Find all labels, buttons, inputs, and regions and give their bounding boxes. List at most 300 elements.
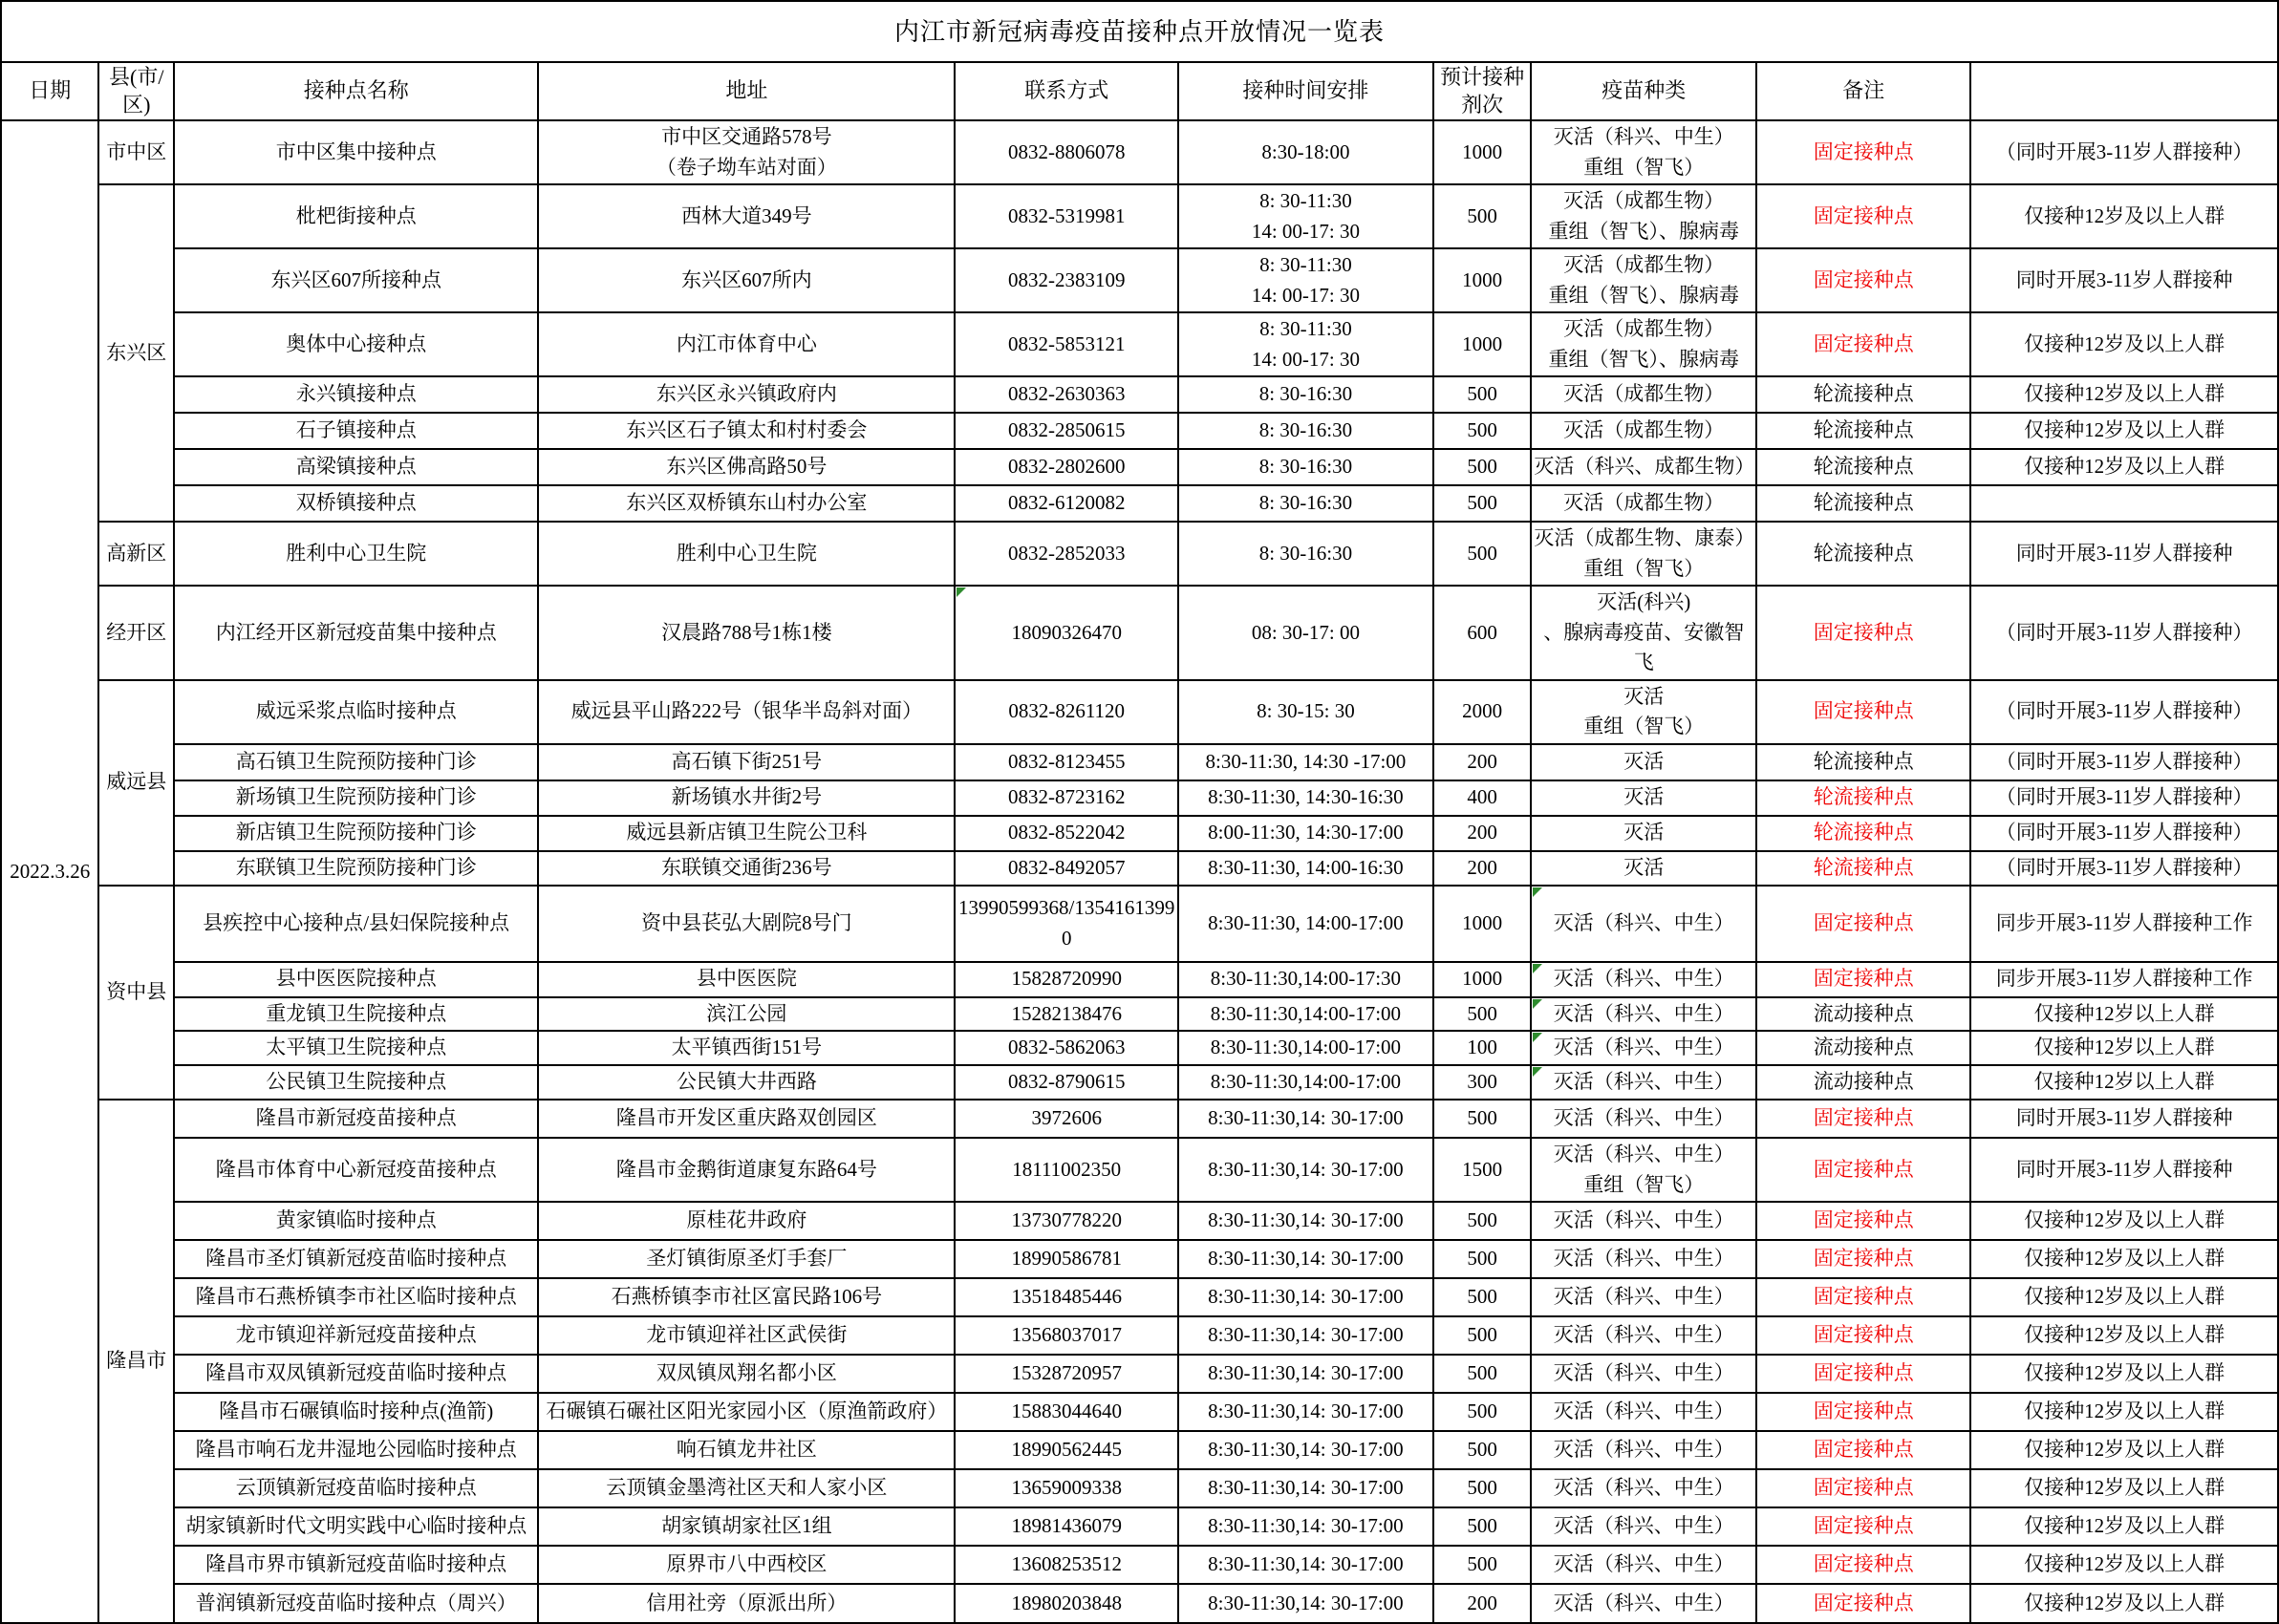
- note-cell: 仅接种12岁及以上人群: [1970, 184, 2278, 248]
- address-cell: 圣灯镇街原圣灯手套厂: [538, 1240, 955, 1278]
- note-cell: 仅接种12岁以上人群: [1970, 1065, 2278, 1100]
- time-cell: 8:30-11:30,14:00-17:00: [1178, 1065, 1433, 1100]
- vaccine-cell: 灭活（科兴、成都生物）: [1531, 449, 1756, 485]
- site-name-cell: 县疾控中心接种点/县妇保院接种点: [174, 886, 538, 962]
- phone-cell: 0832-8123455: [955, 744, 1178, 780]
- table-row: [1, 1065, 2278, 1100]
- doses-cell: 500: [1433, 997, 1531, 1032]
- vaccine-cell: 灭活（科兴、中生）: [1531, 1507, 1756, 1546]
- site-name-cell: 奥体中心接种点: [174, 312, 538, 376]
- remark-cell: 流动接种点: [1756, 997, 1970, 1032]
- table-row: [1, 851, 2278, 886]
- time-cell: 8: 30-16:30: [1178, 485, 1433, 522]
- header-address: 地址: [538, 62, 955, 120]
- doses-cell: 500: [1433, 413, 1531, 449]
- site-name-cell: 高梁镇接种点: [174, 449, 538, 485]
- doses-cell: 500: [1433, 1316, 1531, 1355]
- doses-cell: 500: [1433, 184, 1531, 248]
- vaccine-cell: 灭活: [1531, 851, 1756, 886]
- time-cell: 8:30-11:30, 14:30-16:30: [1178, 780, 1433, 816]
- note-cell: （同时开展3-11岁人群接种）: [1970, 816, 2278, 851]
- doses-cell: 500: [1433, 1100, 1531, 1138]
- doses-cell: 100: [1433, 1031, 1531, 1065]
- vaccine-cell: 灭活（科兴、中生）: [1531, 997, 1756, 1032]
- address-cell: 新场镇水井街2号: [538, 780, 955, 816]
- note-cell: 仅接种12岁及以上人群: [1970, 449, 2278, 485]
- time-cell: 8:30-11:30,14: 30-17:00: [1178, 1507, 1433, 1546]
- doses-cell: 500: [1433, 1202, 1531, 1240]
- phone-cell: 0832-2850615: [955, 413, 1178, 449]
- address-cell: 信用社旁（原派出所）: [538, 1584, 955, 1623]
- phone-cell: 0832-2802600: [955, 449, 1178, 485]
- time-cell: 8: 30-11:30 14: 00-17: 30: [1178, 312, 1433, 376]
- time-cell: 8:30-11:30, 14:30 -17:00: [1178, 744, 1433, 780]
- note-cell: （同时开展3-11岁人群接种）: [1970, 680, 2278, 744]
- remark-cell: 轮流接种点: [1756, 413, 1970, 449]
- site-name-cell: 新店镇卫生院预防接种门诊: [174, 816, 538, 851]
- doses-cell: 1000: [1433, 962, 1531, 997]
- vaccine-cell: 灭活（科兴、中生）: [1531, 1469, 1756, 1507]
- time-cell: 8:30-11:30,14: 30-17:00: [1178, 1100, 1433, 1138]
- address-cell: 云顶镇金墨湾社区天和人家小区: [538, 1469, 955, 1507]
- time-cell: 8: 30-15: 30: [1178, 680, 1433, 744]
- doses-cell: 300: [1433, 1065, 1531, 1100]
- remark-cell: 固定接种点: [1756, 1431, 1970, 1469]
- doses-cell: 200: [1433, 744, 1531, 780]
- table-row: [1, 449, 2278, 485]
- phone-cell: 18090326470: [955, 586, 1178, 680]
- table-row: [1, 1507, 2278, 1546]
- remark-cell: 固定接种点: [1756, 1240, 1970, 1278]
- remark-cell: 流动接种点: [1756, 1065, 1970, 1100]
- address-cell: 龙市镇迎祥社区武侯街: [538, 1316, 955, 1355]
- header-site-name: 接种点名称: [174, 62, 538, 120]
- address-cell: 东兴区佛高路50号: [538, 449, 955, 485]
- note-cell: 仅接种12岁及以上人群: [1970, 1202, 2278, 1240]
- time-cell: 8:30-11:30,14: 30-17:00: [1178, 1316, 1433, 1355]
- district-cell: 威远县: [98, 680, 174, 886]
- address-cell: 石燕桥镇李市社区富民路106号: [538, 1278, 955, 1316]
- phone-cell: 0832-2630363: [955, 376, 1178, 413]
- remark-cell: 轮流接种点: [1756, 744, 1970, 780]
- address-cell: 东兴区607所内: [538, 248, 955, 312]
- doses-cell: 500: [1433, 1469, 1531, 1507]
- note-cell: 仅接种12岁及以上人群: [1970, 1278, 2278, 1316]
- vaccine-cell: 灭活（科兴、中生）: [1531, 1355, 1756, 1393]
- note-cell: 仅接种12岁及以上人群: [1970, 1240, 2278, 1278]
- doses-cell: 1000: [1433, 120, 1531, 184]
- table-row: [1, 886, 2278, 962]
- vaccine-cell: 灭活（成都生物）: [1531, 485, 1756, 522]
- phone-cell: 0832-5862063: [955, 1031, 1178, 1065]
- time-cell: 8:30-18:00: [1178, 120, 1433, 184]
- header-remark: 备注: [1756, 62, 1970, 120]
- header-date: 日期: [1, 62, 98, 120]
- phone-cell: 15328720957: [955, 1355, 1178, 1393]
- phone-cell: 0832-2383109: [955, 248, 1178, 312]
- district-cell: 高新区: [98, 522, 174, 586]
- doses-cell: 2000: [1433, 680, 1531, 744]
- phone-cell: 13518485446: [955, 1278, 1178, 1316]
- site-name-cell: 隆昌市响石龙井湿地公园临时接种点: [174, 1431, 538, 1469]
- site-name-cell: 内江经开区新冠疫苗集中接种点: [174, 586, 538, 680]
- time-cell: 8:30-11:30,14: 30-17:00: [1178, 1138, 1433, 1202]
- doses-cell: 500: [1433, 1240, 1531, 1278]
- remark-cell: 轮流接种点: [1756, 816, 1970, 851]
- doses-cell: 500: [1433, 1278, 1531, 1316]
- address-cell: 东联镇交通街236号: [538, 851, 955, 886]
- vaccine-cell: 灭活（科兴、中生）: [1531, 1584, 1756, 1623]
- phone-cell: 0832-6120082: [955, 485, 1178, 522]
- note-cell: （同时开展3-11岁人群接种）: [1970, 851, 2278, 886]
- table-row: [1, 184, 2278, 248]
- table-row: [1, 413, 2278, 449]
- district-cell: 市中区: [98, 120, 174, 184]
- address-cell: 高石镇下街251号: [538, 744, 955, 780]
- doses-cell: 500: [1433, 1393, 1531, 1431]
- site-name-cell: 东兴区607所接种点: [174, 248, 538, 312]
- green-corner-marker: [957, 588, 966, 597]
- doses-cell: 200: [1433, 851, 1531, 886]
- phone-cell: 18980203848: [955, 1584, 1178, 1623]
- phone-cell: 13608253512: [955, 1546, 1178, 1584]
- note-cell: 仅接种12岁以上人群: [1970, 1031, 2278, 1065]
- note-cell: 同时开展3-11岁人群接种: [1970, 522, 2278, 586]
- site-name-cell: 威远采浆点临时接种点: [174, 680, 538, 744]
- phone-cell: 18990562445: [955, 1431, 1178, 1469]
- note-cell: 仅接种12岁及以上人群: [1970, 1507, 2278, 1546]
- vaccine-cell: 灭活（科兴、中生）: [1531, 1316, 1756, 1355]
- remark-cell: 固定接种点: [1756, 1355, 1970, 1393]
- note-cell: 同步开展3-11岁人群接种工作: [1970, 886, 2278, 962]
- table-row: [1, 312, 2278, 376]
- note-cell: [1970, 485, 2278, 522]
- district-cell: 东兴区: [98, 184, 174, 522]
- time-cell: 8: 30-11:30 14: 00-17: 30: [1178, 248, 1433, 312]
- doses-cell: 200: [1433, 1584, 1531, 1623]
- table-row: [1, 586, 2278, 680]
- time-cell: 8:30-11:30,14:00-17:30: [1178, 962, 1433, 997]
- remark-cell: 固定接种点: [1756, 886, 1970, 962]
- time-cell: 8:30-11:30,14: 30-17:00: [1178, 1278, 1433, 1316]
- address-cell: 东兴区永兴镇政府内: [538, 376, 955, 413]
- doses-cell: 500: [1433, 1507, 1531, 1546]
- time-cell: 8:30-11:30,14: 30-17:00: [1178, 1240, 1433, 1278]
- phone-cell: 13990599368/13541613990: [955, 886, 1178, 962]
- table-row: [1, 1546, 2278, 1584]
- table-row: [1, 1202, 2278, 1240]
- note-cell: 仅接种12岁及以上人群: [1970, 1431, 2278, 1469]
- phone-cell: 18990586781: [955, 1240, 1178, 1278]
- table-row: [1, 962, 2278, 997]
- remark-cell: 固定接种点: [1756, 962, 1970, 997]
- address-cell: 汉晨路788号1栋1楼: [538, 586, 955, 680]
- time-cell: 8:30-11:30, 14:00-16:30: [1178, 851, 1433, 886]
- time-cell: 8:30-11:30, 14:00-17:00: [1178, 886, 1433, 962]
- note-cell: （同时开展3-11岁人群接种）: [1970, 780, 2278, 816]
- note-cell: 仅接种12岁及以上人群: [1970, 1469, 2278, 1507]
- remark-cell: 固定接种点: [1756, 184, 1970, 248]
- header-note: [1970, 62, 2278, 120]
- phone-cell: 18111002350: [955, 1138, 1178, 1202]
- address-cell: 双凤镇凤翔名都小区: [538, 1355, 955, 1393]
- site-name-cell: 枇杷街接种点: [174, 184, 538, 248]
- vaccine-cell: 灭活(科兴) 、腺病毒疫苗、安徽智飞: [1531, 586, 1756, 680]
- time-cell: 8:30-11:30,14: 30-17:00: [1178, 1431, 1433, 1469]
- remark-cell: 固定接种点: [1756, 1202, 1970, 1240]
- doses-cell: 500: [1433, 1546, 1531, 1584]
- phone-cell: 3972606: [955, 1100, 1178, 1138]
- site-name-cell: 隆昌市石燕桥镇李市社区临时接种点: [174, 1278, 538, 1316]
- note-cell: 同时开展3-11岁人群接种: [1970, 1100, 2278, 1138]
- table-row: [1, 680, 2278, 744]
- site-name-cell: 重龙镇卫生院接种点: [174, 997, 538, 1032]
- address-cell: 原界市八中西校区: [538, 1546, 955, 1584]
- green-corner-marker: [1533, 1033, 1542, 1042]
- address-cell: 公民镇大井西路: [538, 1065, 955, 1100]
- table-row: [1, 1431, 2278, 1469]
- time-cell: 8:30-11:30,14: 30-17:00: [1178, 1546, 1433, 1584]
- table-row: [1, 376, 2278, 413]
- time-cell: 8: 30-16:30: [1178, 413, 1433, 449]
- vaccine-cell: 灭活: [1531, 744, 1756, 780]
- site-name-cell: 隆昌市石碾镇临时接种点(渔箭): [174, 1393, 538, 1431]
- phone-cell: 15883044640: [955, 1393, 1178, 1431]
- vaccine-cell: 灭活（科兴、中生）: [1531, 1100, 1756, 1138]
- address-cell: 滨江公园: [538, 997, 955, 1032]
- green-corner-marker: [1533, 964, 1542, 973]
- time-cell: 8:30-11:30,14: 30-17:00: [1178, 1469, 1433, 1507]
- time-cell: 8:30-11:30,14:00-17:00: [1178, 997, 1433, 1032]
- remark-cell: 轮流接种点: [1756, 485, 1970, 522]
- site-name-cell: 新场镇卫生院预防接种门诊: [174, 780, 538, 816]
- site-name-cell: 黄家镇临时接种点: [174, 1202, 538, 1240]
- site-name-cell: 永兴镇接种点: [174, 376, 538, 413]
- remark-cell: 固定接种点: [1756, 1546, 1970, 1584]
- remark-cell: 固定接种点: [1756, 680, 1970, 744]
- phone-cell: 0832-8492057: [955, 851, 1178, 886]
- phone-cell: 13659009338: [955, 1469, 1178, 1507]
- phone-cell: 0832-8723162: [955, 780, 1178, 816]
- doses-cell: 500: [1433, 1355, 1531, 1393]
- site-name-cell: 高石镇卫生院预防接种门诊: [174, 744, 538, 780]
- phone-cell: 18981436079: [955, 1507, 1178, 1546]
- remark-cell: 轮流接种点: [1756, 449, 1970, 485]
- doses-cell: 1000: [1433, 248, 1531, 312]
- site-name-cell: 公民镇卫生院接种点: [174, 1065, 538, 1100]
- site-name-cell: 石子镇接种点: [174, 413, 538, 449]
- district-cell: 隆昌市: [98, 1100, 174, 1623]
- remark-cell: 固定接种点: [1756, 586, 1970, 680]
- vaccine-cell: 灭活（科兴、中生） 重组（智飞）: [1531, 120, 1756, 184]
- doses-cell: 1500: [1433, 1138, 1531, 1202]
- address-cell: 内江市体育中心: [538, 312, 955, 376]
- vaccine-cell: 灭活（科兴、中生）: [1531, 1031, 1756, 1065]
- remark-cell: 流动接种点: [1756, 1031, 1970, 1065]
- vaccine-cell: 灭活（科兴、中生）: [1531, 886, 1756, 962]
- site-name-cell: 隆昌市双凤镇新冠疫苗临时接种点: [174, 1355, 538, 1393]
- table-row: [1, 816, 2278, 851]
- district-cell: 资中县: [98, 886, 174, 1100]
- doses-cell: 500: [1433, 1431, 1531, 1469]
- doses-cell: 500: [1433, 376, 1531, 413]
- district-cell: 经开区: [98, 586, 174, 680]
- address-cell: 响石镇龙井社区: [538, 1431, 955, 1469]
- table-row: [1, 248, 2278, 312]
- phone-cell: 15282138476: [955, 997, 1178, 1032]
- phone-cell: 0832-8806078: [955, 120, 1178, 184]
- note-cell: 仅接种12岁及以上人群: [1970, 1546, 2278, 1584]
- vaccine-cell: 灭活（成都生物） 重组（智飞）、腺病毒: [1531, 184, 1756, 248]
- address-cell: 东兴区石子镇太和村村委会: [538, 413, 955, 449]
- vaccine-cell: 灭活（科兴、中生）: [1531, 1278, 1756, 1316]
- phone-cell: 0832-5319981: [955, 184, 1178, 248]
- phone-cell: 0832-8261120: [955, 680, 1178, 744]
- remark-cell: 固定接种点: [1756, 1507, 1970, 1546]
- vaccine-cell: 灭活 重组（智飞）: [1531, 680, 1756, 744]
- doses-cell: 500: [1433, 449, 1531, 485]
- vaccine-cell: 灭活（成都生物）: [1531, 376, 1756, 413]
- site-name-cell: 市中区集中接种点: [174, 120, 538, 184]
- note-cell: 仅接种12岁及以上人群: [1970, 312, 2278, 376]
- table-row: [1, 522, 2278, 586]
- date-cell: 2022.3.26: [1, 120, 98, 1623]
- phone-cell: 0832-8522042: [955, 816, 1178, 851]
- remark-cell: 固定接种点: [1756, 1584, 1970, 1623]
- phone-cell: 15828720990: [955, 962, 1178, 997]
- header-time: 接种时间安排: [1178, 62, 1433, 120]
- table-row: [1, 997, 2278, 1032]
- vaccine-cell: 灭活（科兴、中生）: [1531, 1065, 1756, 1100]
- time-cell: 8:30-11:30,14: 30-17:00: [1178, 1393, 1433, 1431]
- note-cell: （同时开展3-11岁人群接种）: [1970, 120, 2278, 184]
- time-cell: 8: 30-16:30: [1178, 522, 1433, 586]
- vaccine-cell: 灭活: [1531, 780, 1756, 816]
- address-cell: 市中区交通路578号 （卷子坳车站对面）: [538, 120, 955, 184]
- doses-cell: 600: [1433, 586, 1531, 680]
- site-name-cell: 县中医医院接种点: [174, 962, 538, 997]
- note-cell: 同时开展3-11岁人群接种: [1970, 248, 2278, 312]
- note-cell: 仅接种12岁及以上人群: [1970, 1355, 2278, 1393]
- remark-cell: 固定接种点: [1756, 1100, 1970, 1138]
- table-row: [1, 1393, 2278, 1431]
- address-cell: 太平镇西街151号: [538, 1031, 955, 1065]
- table-row: [1, 1584, 2278, 1623]
- green-corner-marker: [1533, 1067, 1542, 1077]
- note-cell: 仅接种12岁及以上人群: [1970, 376, 2278, 413]
- table-row: [1, 744, 2278, 780]
- remark-cell: 固定接种点: [1756, 1278, 1970, 1316]
- address-cell: 威远县新店镇卫生院公卫科: [538, 816, 955, 851]
- note-cell: 仅接种12岁及以上人群: [1970, 413, 2278, 449]
- vaccine-cell: 灭活（科兴、中生） 重组（智飞）: [1531, 1138, 1756, 1202]
- vaccine-cell: 灭活: [1531, 816, 1756, 851]
- site-name-cell: 东联镇卫生院预防接种门诊: [174, 851, 538, 886]
- address-cell: 胜利中心卫生院: [538, 522, 955, 586]
- phone-cell: 13568037017: [955, 1316, 1178, 1355]
- note-cell: 同时开展3-11岁人群接种: [1970, 1138, 2278, 1202]
- table-row: [1, 780, 2278, 816]
- phone-cell: 0832-2852033: [955, 522, 1178, 586]
- doses-cell: 500: [1433, 485, 1531, 522]
- site-name-cell: 龙市镇迎祥新冠疫苗接种点: [174, 1316, 538, 1355]
- note-cell: 仅接种12岁及以上人群: [1970, 1584, 2278, 1623]
- table-row: [1, 1355, 2278, 1393]
- site-name-cell: 普润镇新冠疫苗临时接种点（周兴）: [174, 1584, 538, 1623]
- vaccine-cell: 灭活（科兴、中生）: [1531, 1546, 1756, 1584]
- address-cell: 石碾镇石碾社区阳光家园小区（原渔箭政府）: [538, 1393, 955, 1431]
- doses-cell: 400: [1433, 780, 1531, 816]
- vaccine-cell: 灭活（科兴、中生）: [1531, 1393, 1756, 1431]
- site-name-cell: 隆昌市圣灯镇新冠疫苗临时接种点: [174, 1240, 538, 1278]
- table-row: [1, 1031, 2278, 1065]
- vaccine-cell: 灭活（成都生物） 重组（智飞）、腺病毒: [1531, 312, 1756, 376]
- vaccine-cell: 灭活（科兴、中生）: [1531, 962, 1756, 997]
- time-cell: 08: 30-17: 00: [1178, 586, 1433, 680]
- address-cell: 胡家镇胡家社区1组: [538, 1507, 955, 1546]
- vaccine-cell: 灭活（成都生物、康泰） 重组（智飞）: [1531, 522, 1756, 586]
- table-row: [1, 1138, 2278, 1202]
- header-contact: 联系方式: [955, 62, 1178, 120]
- table-row: [1, 1278, 2278, 1316]
- vaccine-cell: 灭活（成都生物）: [1531, 413, 1756, 449]
- remark-cell: 固定接种点: [1756, 312, 1970, 376]
- table-row: [1, 120, 2278, 184]
- green-corner-marker: [1533, 887, 1542, 897]
- remark-cell: 固定接种点: [1756, 1393, 1970, 1431]
- header-vaccine: 疫苗种类: [1531, 62, 1756, 120]
- address-cell: 隆昌市开发区重庆路双创园区: [538, 1100, 955, 1138]
- address-cell: 资中县苌弘大剧院8号门: [538, 886, 955, 962]
- remark-cell: 固定接种点: [1756, 1138, 1970, 1202]
- time-cell: 8: 30-11:30 14: 00-17: 30: [1178, 184, 1433, 248]
- vaccine-cell: 灭活（科兴、中生）: [1531, 1202, 1756, 1240]
- remark-cell: 固定接种点: [1756, 120, 1970, 184]
- green-corner-marker: [1533, 999, 1542, 1009]
- doses-cell: 500: [1433, 522, 1531, 586]
- remark-cell: 轮流接种点: [1756, 780, 1970, 816]
- time-cell: 8:30-11:30,14: 30-17:00: [1178, 1202, 1433, 1240]
- note-cell: （同时开展3-11岁人群接种）: [1970, 744, 2278, 780]
- vaccine-cell: 灭活（科兴、中生）: [1531, 1431, 1756, 1469]
- time-cell: 8:30-11:30,14: 30-17:00: [1178, 1584, 1433, 1623]
- time-cell: 8:30-11:30,14: 30-17:00: [1178, 1355, 1433, 1393]
- remark-cell: 固定接种点: [1756, 1469, 1970, 1507]
- address-cell: 原桂花井政府: [538, 1202, 955, 1240]
- note-cell: 仅接种12岁以上人群: [1970, 997, 2278, 1032]
- phone-cell: 13730778220: [955, 1202, 1178, 1240]
- vaccine-cell: 灭活（科兴、中生）: [1531, 1240, 1756, 1278]
- time-cell: 8: 30-16:30: [1178, 376, 1433, 413]
- phone-cell: 0832-5853121: [955, 312, 1178, 376]
- site-name-cell: 太平镇卫生院接种点: [174, 1031, 538, 1065]
- site-name-cell: 隆昌市体育中心新冠疫苗接种点: [174, 1138, 538, 1202]
- vaccine-cell: 灭活（成都生物） 重组（智飞）、腺病毒: [1531, 248, 1756, 312]
- table-row: [1, 1316, 2278, 1355]
- remark-cell: 固定接种点: [1756, 248, 1970, 312]
- table-row: [1, 1100, 2278, 1138]
- site-name-cell: 胜利中心卫生院: [174, 522, 538, 586]
- site-name-cell: 隆昌市新冠疫苗接种点: [174, 1100, 538, 1138]
- address-cell: 东兴区双桥镇东山村办公室: [538, 485, 955, 522]
- note-cell: 仅接种12岁及以上人群: [1970, 1393, 2278, 1431]
- phone-cell: 0832-8790615: [955, 1065, 1178, 1100]
- page-title: 内江市新冠病毒疫苗接种点开放情况一览表: [1, 1, 2278, 62]
- doses-cell: 200: [1433, 816, 1531, 851]
- site-name-cell: 隆昌市界市镇新冠疫苗临时接种点: [174, 1546, 538, 1584]
- address-cell: 西林大道349号: [538, 184, 955, 248]
- doses-cell: 1000: [1433, 886, 1531, 962]
